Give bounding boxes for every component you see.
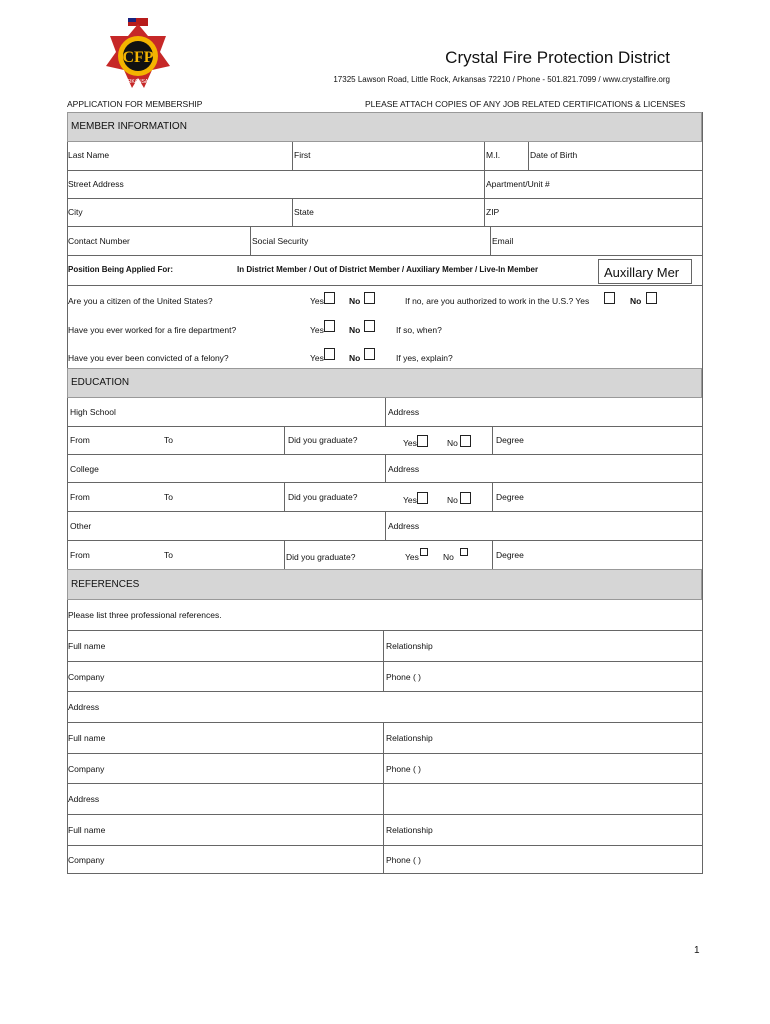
apartment-field[interactable]: Apartment/Unit #	[486, 179, 550, 189]
ref1-address-field[interactable]: Address	[68, 702, 100, 712]
hs-no-checkbox[interactable]	[460, 435, 471, 447]
college-yes-checkbox[interactable]	[417, 492, 428, 504]
ref2-relationship-field[interactable]: Relationship	[386, 733, 433, 743]
college-degree-field[interactable]: Degree	[496, 492, 524, 502]
hs-to-field[interactable]: To	[164, 435, 173, 445]
first-name-field[interactable]: First	[294, 150, 311, 160]
ref1-phone-field[interactable]: Phone ( )	[386, 672, 421, 682]
high-school-address-field[interactable]: Address	[388, 407, 420, 417]
other-yes-label: Yes	[405, 552, 419, 562]
other-yes-checkbox[interactable]	[420, 548, 428, 556]
citizen-yes-checkbox[interactable]	[324, 292, 335, 304]
hs-no-label: No	[447, 438, 458, 448]
q-worked: Have you ever worked for a fire department?	[68, 325, 237, 335]
mi-field[interactable]: M.I.	[486, 150, 501, 160]
college-from-field[interactable]: From	[70, 492, 90, 502]
college-graduate-label: Did you graduate?	[288, 492, 358, 502]
ref2-full-name-field[interactable]: Full name	[68, 733, 106, 743]
district-logo	[100, 16, 176, 92]
other-school-field[interactable]: Other	[70, 521, 92, 531]
ref1-company-field[interactable]: Company	[68, 672, 105, 682]
q-authorized: If no, are you authorized to work in the U.S.? Yes	[405, 296, 590, 306]
contact-number-field[interactable]: Contact Number	[68, 236, 130, 246]
worked-no-checkbox[interactable]	[364, 320, 375, 332]
felony-yes-label: Yes	[310, 353, 324, 363]
college-no-label: No	[447, 495, 458, 505]
social-security-field[interactable]: Social Security	[252, 236, 309, 246]
ref2-company-field[interactable]: Company	[68, 764, 105, 774]
other-no-checkbox[interactable]	[460, 548, 468, 556]
authorized-no-label: No	[630, 296, 642, 306]
ref1-full-name-field[interactable]: Full name	[68, 641, 106, 651]
hs-degree-field[interactable]: Degree	[496, 435, 524, 445]
ref3-phone-field[interactable]: Phone ( )	[386, 855, 421, 865]
college-to-field[interactable]: To	[164, 492, 173, 502]
hs-yes-checkbox[interactable]	[417, 435, 428, 447]
position-label: Position Being Applied For:	[68, 265, 174, 274]
college-yes-label: Yes	[403, 495, 417, 505]
education-section-header: EDUCATION	[67, 368, 702, 398]
q-citizen: Are you a citizen of the United States?	[68, 296, 213, 306]
references-section-header: REFERENCES	[67, 569, 702, 600]
felony-no-label: No	[349, 353, 361, 363]
org-address: 17325 Lawson Road, Little Rock, Arkansas 72210 / Phone - 501.821.7099 / www.crystalfire.org	[333, 75, 670, 84]
dob-field[interactable]: Date of Birth	[530, 150, 578, 160]
other-degree-field[interactable]: Degree	[496, 550, 524, 560]
authorized-yes-checkbox[interactable]	[604, 292, 615, 304]
worked-no-label: No	[349, 325, 361, 335]
felony-no-checkbox[interactable]	[364, 348, 375, 360]
references-instruction: Please list three professional references.	[68, 610, 222, 620]
q-explain[interactable]: If yes, explain?	[396, 353, 453, 363]
hs-yes-label: Yes	[403, 438, 417, 448]
member-section-header: MEMBER INFORMATION	[67, 112, 702, 142]
form-label: APPLICATION FOR MEMBERSHIP	[67, 99, 203, 109]
college-no-checkbox[interactable]	[460, 492, 471, 504]
worked-yes-checkbox[interactable]	[324, 320, 335, 332]
q-felony: Have you ever been convicted of a felony?	[68, 353, 229, 363]
attach-note: PLEASE ATTACH COPIES OF ANY JOB RELATED CERTIFICATIONS & LICENSES	[365, 99, 686, 109]
other-to-field[interactable]: To	[164, 550, 173, 560]
ref3-company-field[interactable]: Company	[68, 855, 105, 865]
other-from-field[interactable]: From	[70, 550, 90, 560]
hs-from-field[interactable]: From	[70, 435, 90, 445]
college-address-field[interactable]: Address	[388, 464, 420, 474]
last-name-field[interactable]: Last Name	[68, 150, 110, 160]
ref3-full-name-field[interactable]: Full name	[68, 825, 106, 835]
hs-graduate-label: Did you graduate?	[288, 435, 358, 445]
high-school-field[interactable]: High School	[70, 407, 116, 417]
ref1-relationship-field[interactable]: Relationship	[386, 641, 433, 651]
svg-text:CFP: CFP	[122, 49, 154, 66]
other-address-field[interactable]: Address	[388, 521, 420, 531]
state-field[interactable]: State	[294, 207, 314, 217]
email-field[interactable]: Email	[492, 236, 514, 246]
org-title: Crystal Fire Protection District	[445, 48, 670, 67]
page-number: 1	[694, 945, 700, 956]
citizen-no-label: No	[349, 296, 361, 306]
q-when[interactable]: If so, when?	[396, 325, 442, 335]
ref2-phone-field[interactable]: Phone ( )	[386, 764, 421, 774]
worked-yes-label: Yes	[310, 325, 324, 335]
street-address-field[interactable]: Street Address	[68, 179, 124, 189]
college-field[interactable]: College	[70, 464, 99, 474]
position-options: In District Member / Out of District Member / Auxiliary Member / Live-In Member	[237, 265, 539, 274]
ref3-relationship-field[interactable]: Relationship	[386, 825, 433, 835]
logo-text: ARKANSAS	[124, 79, 152, 85]
authorized-no-checkbox[interactable]	[646, 292, 657, 304]
felony-yes-checkbox[interactable]	[324, 348, 335, 360]
ref2-address-field[interactable]: Address	[68, 794, 100, 804]
zip-field[interactable]: ZIP	[486, 207, 500, 217]
citizen-yes-label: Yes	[310, 296, 324, 306]
position-input[interactable]: Auxillary Mer	[598, 259, 692, 284]
other-no-label: No	[443, 552, 454, 562]
citizen-no-checkbox[interactable]	[364, 292, 375, 304]
other-graduate-label: Did you graduate?	[286, 552, 356, 562]
city-field[interactable]: City	[68, 207, 83, 217]
